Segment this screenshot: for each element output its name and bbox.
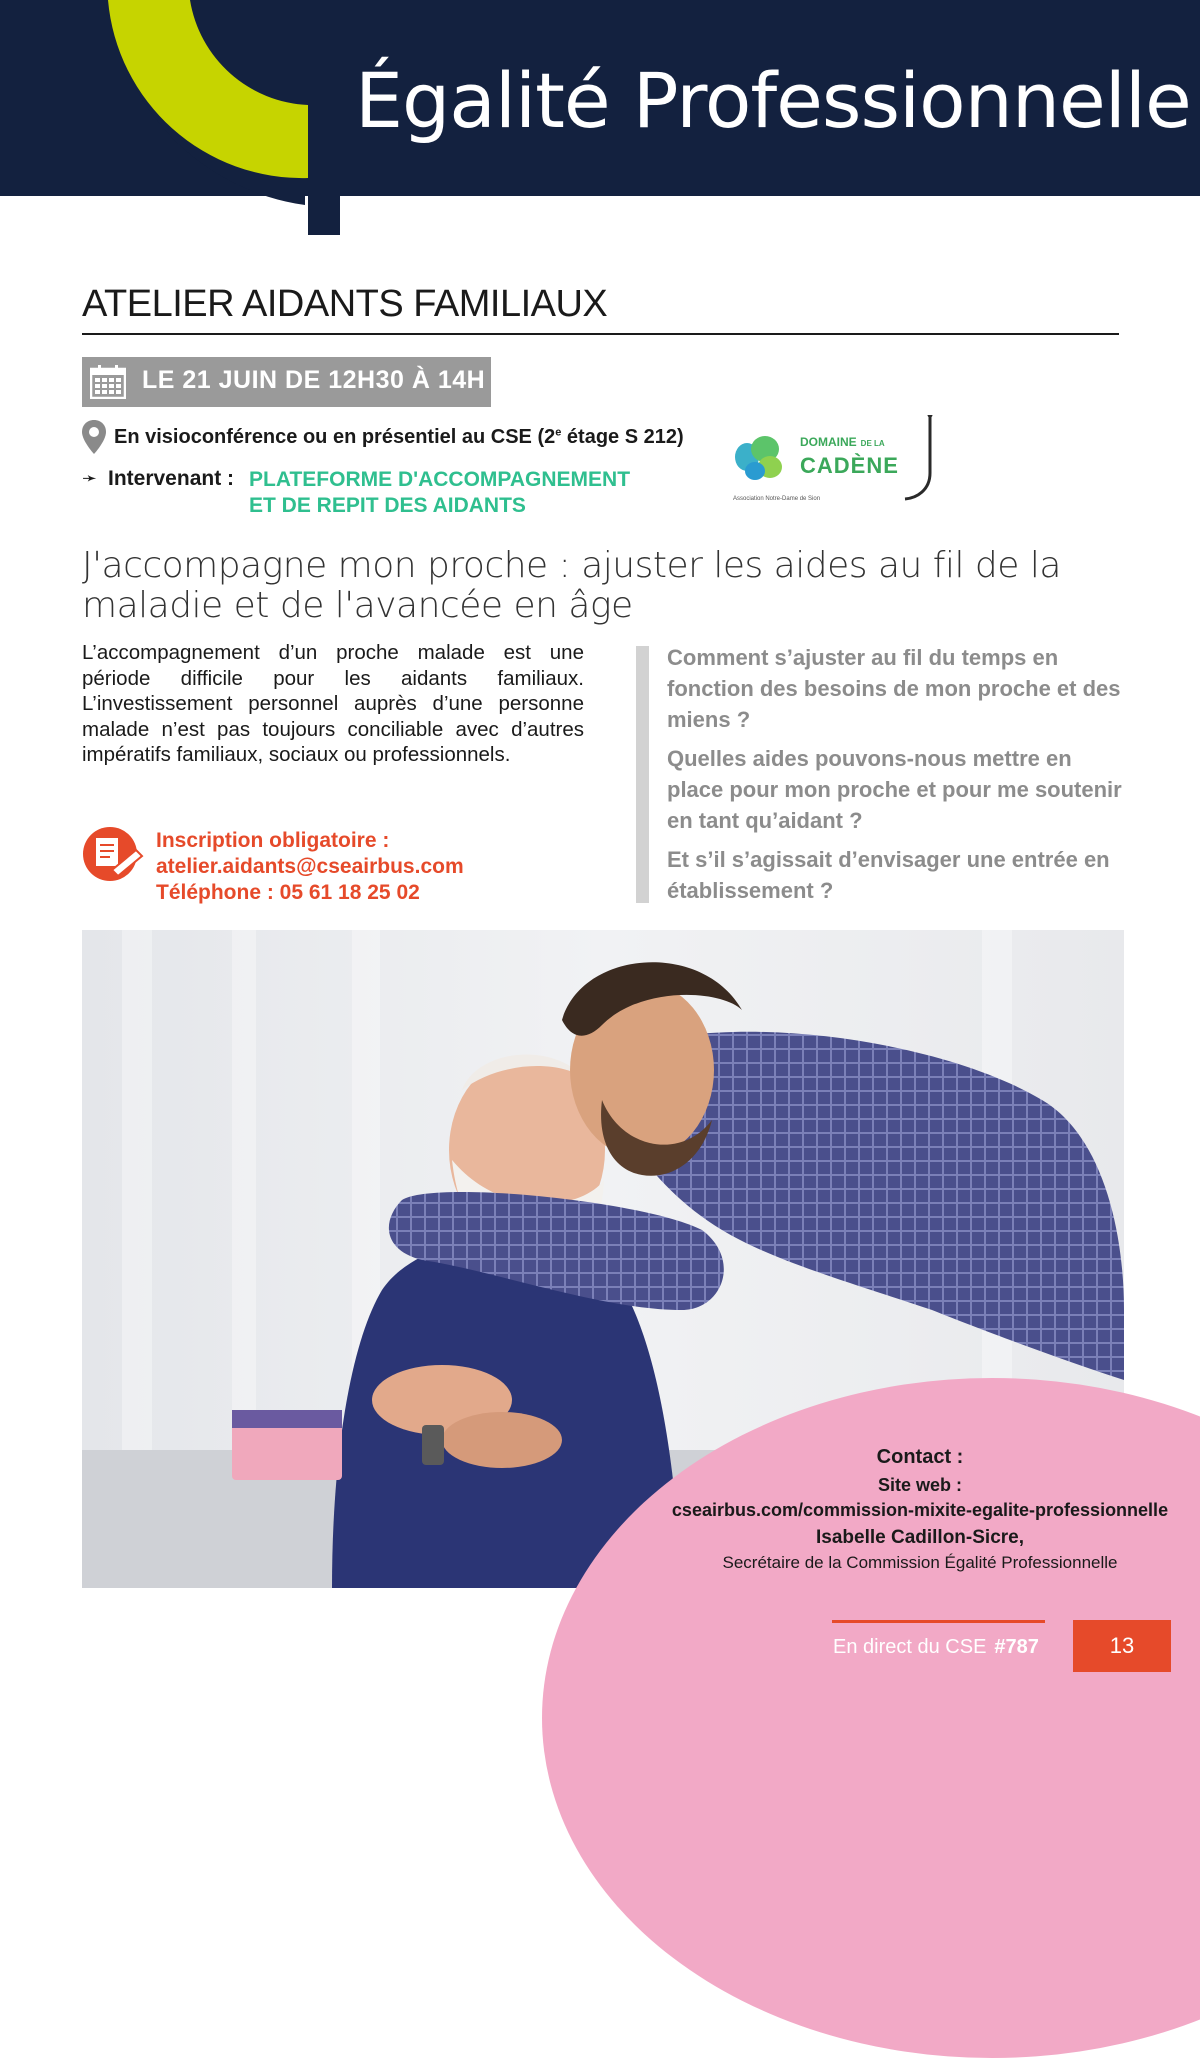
location-suffix: étage S 212) — [561, 426, 684, 448]
contact-web-label: Site web : — [877, 1475, 962, 1495]
contact-name: Isabelle Cadillon-Sicre, — [815, 1527, 1025, 1548]
workshop-subtitle: J'accompagne mon proche : ajuster les aides au fil de la maladie et de l'avancée en âge — [82, 545, 1061, 626]
logo-line1: DOMAINE — [800, 435, 857, 449]
page-number-box — [1073, 1620, 1171, 1672]
domaine-cadene-logo — [725, 415, 945, 505]
contact-website-link[interactable]: cseairbus.com/commission-mixite-egalite-professionnelle — [671, 1500, 1169, 1520]
speaker-name-line1: PLATEFORME D'ACCOMPAGNEMENT — [249, 468, 631, 491]
arrow-right-icon: ➛ — [82, 468, 98, 488]
contact-block — [650, 1446, 1190, 1573]
question-item: Quelles aides pouvons-nous mettre en place pour mon proche et pour me soutenir en tant qu’aidant ? — [667, 746, 1122, 833]
question-item: Comment s’ajuster au fil du temps en fonction des besoins de mon proche et des miens ? — [667, 645, 1121, 732]
footer-divider — [832, 1620, 1045, 1623]
speaker-name — [249, 467, 630, 519]
event-location — [114, 426, 684, 449]
logo-line1-small: DE LA — [860, 439, 885, 448]
registration-label: Inscription obligatoire : — [156, 829, 390, 852]
question-item: Et s’il s’agissait d’envisager une entrée en établissement ? — [667, 847, 1110, 903]
speaker-name-line2: ET DE REPIT DES AIDANTS — [249, 494, 526, 517]
location-superscript: e — [555, 426, 562, 439]
speaker-label: Intervenant : — [108, 467, 235, 490]
svg-text:DOMAINEDE LA — [800, 435, 885, 449]
location-pin-icon — [82, 420, 106, 454]
questions-accent-bar — [636, 646, 649, 903]
event-date: LE 21 JUIN DE 12H30 À 14H — [142, 366, 486, 394]
footer-publication: En direct du CSE — [833, 1636, 987, 1658]
footer-label — [833, 1636, 1039, 1659]
registration-icon — [82, 826, 144, 882]
logo-line2: CADÈNE — [800, 453, 899, 478]
decorative-arc — [0, 0, 340, 235]
questions-list — [667, 642, 1127, 914]
registration-info — [156, 828, 464, 906]
intro-paragraph: L’accompagnement d’un proche malade est une période difficile pour les aidants familiaux. L’investissement personnel auprès d’une personne malade n’est pas toujours conciliable avec d’autres impératifs familiaux, sociaux ou professionnels. — [82, 641, 584, 766]
page-title: Égalité Professionnelle — [355, 56, 1191, 145]
logo-leaf-icon — [735, 436, 782, 480]
section-title: ATELIER AIDANTS FAMILIAUX — [82, 283, 608, 325]
registration-phone: Téléphone : 05 61 18 25 02 — [156, 881, 420, 904]
contact-title: Contact : — [876, 1446, 964, 1468]
date-badge — [82, 357, 491, 407]
calendar-icon — [90, 365, 126, 399]
location-prefix: En visioconférence ou en présentiel au CSE (2 — [114, 426, 556, 448]
footer-issue-number: #787 — [994, 1636, 1039, 1658]
page-number: 13 — [1109, 1633, 1135, 1658]
logo-tagline: Association Notre-Dame de Sion — [733, 496, 821, 502]
registration-email[interactable]: atelier.aidants@cseairbus.com — [156, 855, 464, 878]
contact-role: Secrétaire de la Commission Égalité Professionnelle — [722, 1553, 1118, 1572]
section-divider — [82, 333, 1119, 335]
